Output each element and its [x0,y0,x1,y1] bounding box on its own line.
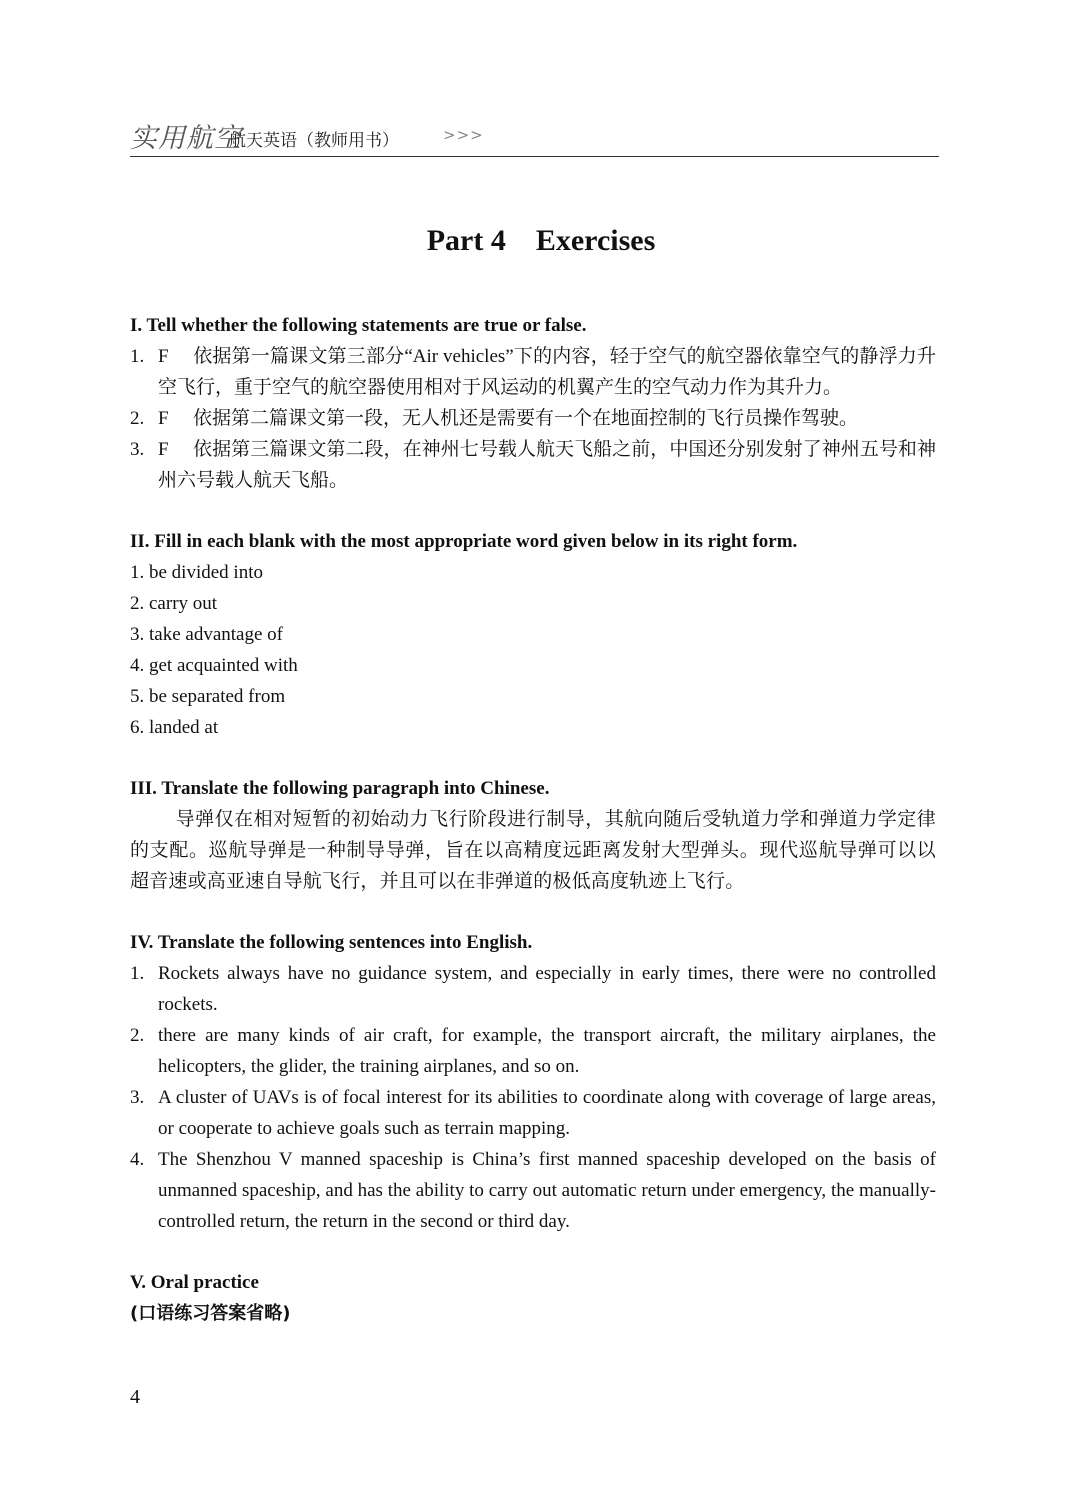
part-label: Part 4 [426,224,506,257]
item-number: 3. [130,439,145,460]
section-3-heading: III. Translate the following paragraph into Chinese. [130,778,550,799]
exercise-content [130,310,936,1329]
item-text: there are many kinds of air craft, for example, the transport aircraft, the military airplanes, the helicopters, the glider, the training airplanes, and so on. [158,1025,936,1077]
page-number: 4 [130,1386,140,1408]
item-number: 1. [130,346,145,367]
oral-practice-note: (口语练习答案省略) [130,1303,291,1324]
list-item [130,958,936,1020]
section-5-heading: V. Oral practice [130,1272,259,1293]
list-item [130,341,936,403]
running-header [130,112,939,157]
list-item: 3. take advantage of [130,624,283,645]
item-text: 依据第三篇课文第二段，在神州七号载人航天飞船之前，中国还分别发射了神州五号和神州六号载人航天飞船。 [158,439,936,491]
list-item: 5. be separated from [130,686,286,707]
list-item [130,1082,936,1144]
item-text: Rockets always have no guidance system, and especially in early times, there were no controlled rockets. [158,963,936,1015]
item-number: 2. [130,408,145,429]
item-text: 依据第一篇课文第三部分“Air vehicles”下的内容，轻于空气的航空器依靠空气的静浮力升空飞行，重于空气的航空器使用相对于风运动的机翼产生的空气动力作为其升力。 [158,346,936,398]
list-item: 1. be divided into [130,562,263,583]
list-item: 6. landed at [130,717,219,738]
page-title [0,224,1082,258]
book-title: 航天英语（教师用书） [229,131,399,151]
item-answer: F [158,346,169,367]
translation-paragraph: 导弹仅在相对短暂的初始动力飞行阶段进行制导，其航向随后受轨道力学和弹道力学定律的支配。巡航导弹是一种制导导弹，旨在以高精度远距离发射大型弹头。现代巡航导弹可以以超音速或高亚速自导航飞行，并且可以在非弹道的极低高度轨迹上飞行。 [130,809,936,892]
list-item: 4. get acquainted with [130,655,298,676]
item-number: 1. [130,963,145,984]
series-brand: 实用航空 [130,123,242,154]
section-4-heading: IV. Translate the following sentences into English. [130,932,533,953]
list-item [130,434,936,496]
item-number: 2. [130,1025,145,1046]
part-title: Exercises [535,224,656,257]
list-item [130,403,936,434]
section-1-heading: I. Tell whether the following statements are true or false. [130,315,587,336]
list-item [130,1020,936,1082]
item-text: 依据第二篇课文第一段，无人机还是需要有一个在地面控制的飞行员操作驾驶。 [193,408,859,429]
item-text: A cluster of UAVs is of focal interest for its abilities to coordinate along with coverage of large areas, or cooperate to achieve goals such as terrain mapping. [158,1087,936,1139]
item-answer: F [158,439,169,460]
section-2-heading: II. Fill in each blank with the most appropriate word given below in its right form. [130,531,798,552]
item-text: The Shenzhou V manned spaceship is China’s first manned spaceship developed on the basis of unmanned spaceship, and has the ability to carry out automatic return under emergency, the manually-controlled return, the return in the second or third day. [158,1149,936,1232]
item-number: 4. [130,1149,145,1170]
item-answer: F [158,408,169,429]
list-item [130,1144,936,1237]
item-number: 3. [130,1087,145,1108]
header-arrows: >>> [443,126,484,144]
list-item: 2. carry out [130,593,218,614]
